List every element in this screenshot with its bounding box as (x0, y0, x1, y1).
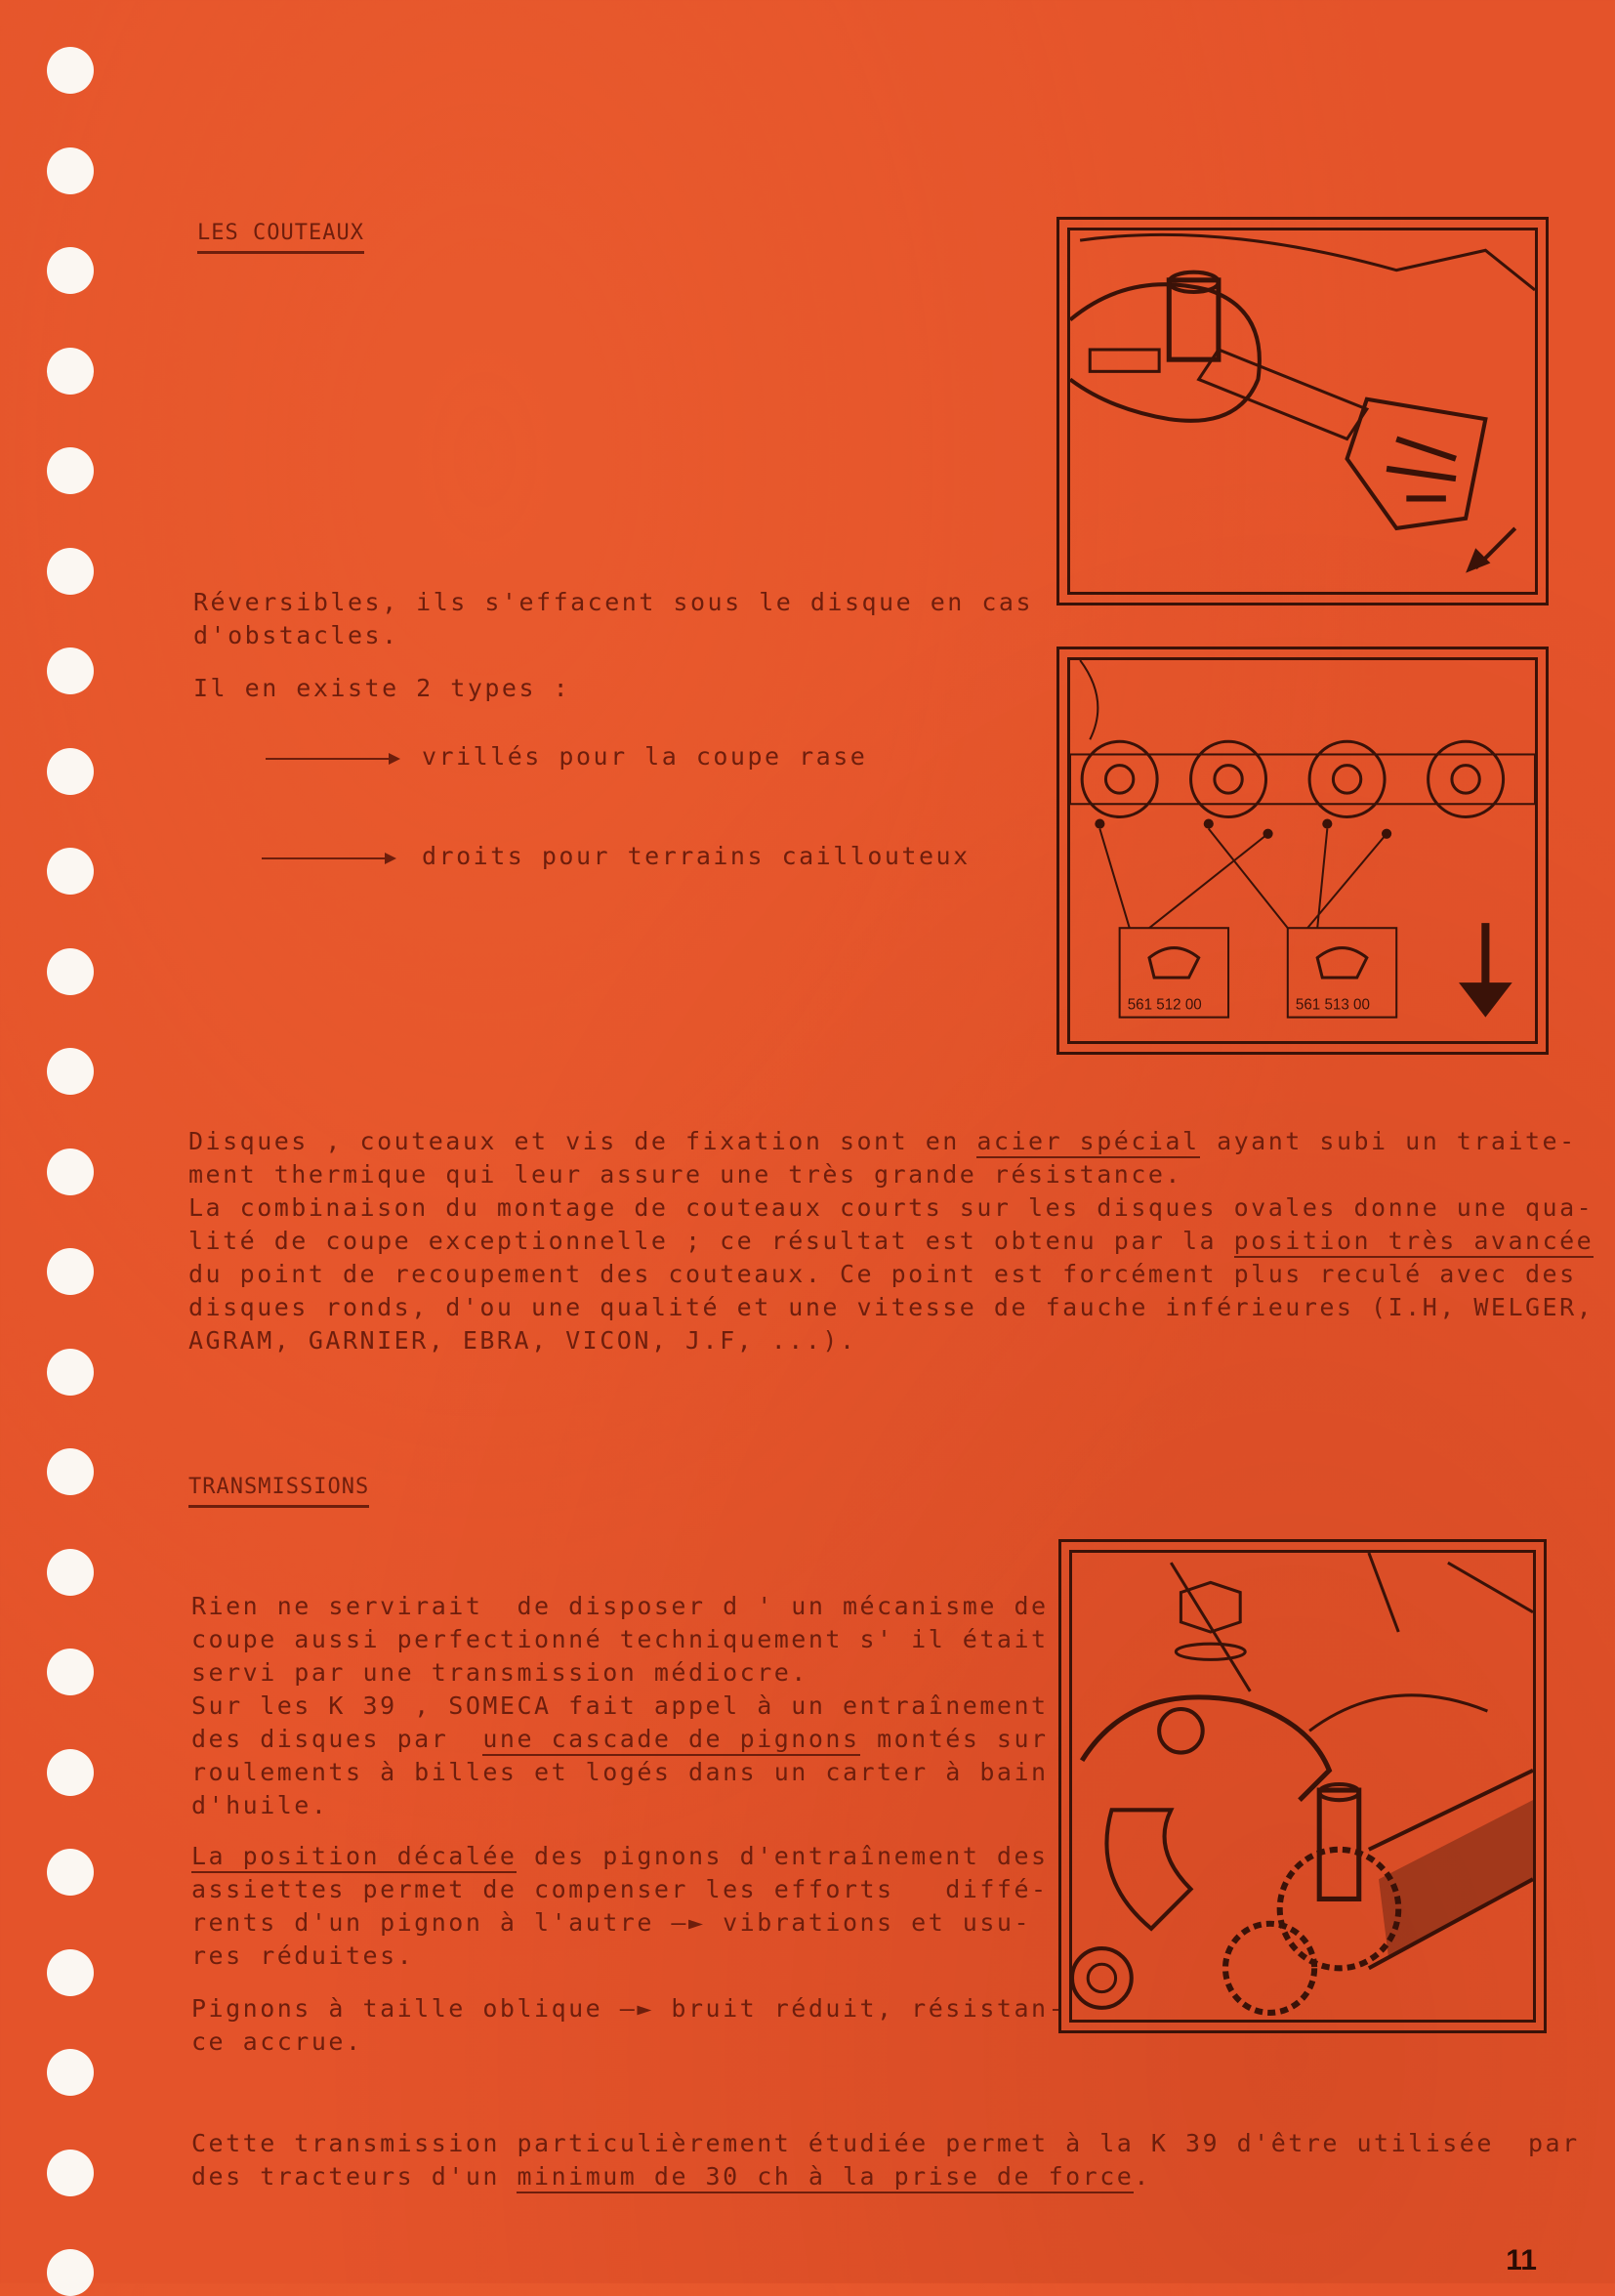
p5-line-2-end: . (1134, 2162, 1151, 2191)
binder-hole (47, 647, 94, 694)
page-number: 11 (1506, 2244, 1537, 2276)
body-line-7: AGRAM, GARNIER, EBRA, VICON, J.F, ...). (188, 1326, 857, 1355)
body-line-4 (188, 1225, 1594, 1258)
binder-hole (47, 748, 94, 795)
underline-acier-special: acier spécial (976, 1127, 1199, 1158)
binder-hole (47, 247, 94, 294)
transmission-p1-line-1: Rien ne servirait de disposer d ' un mécanisme de (191, 1592, 1049, 1620)
transmission-p3-line-2: assiettes permet de compenser les efforts diffé- (191, 1875, 1049, 1903)
body-line-1 (188, 1125, 1577, 1158)
binder-hole (47, 1749, 94, 1796)
binder-hole (47, 1549, 94, 1596)
arrow-icon (266, 758, 398, 760)
underline-minimum-30ch: minimum de 30 ch à la prise de force (517, 2162, 1134, 2193)
section-heading-couteaux: LES COUTEAUX (197, 221, 364, 254)
couteaux-intro-line-1: Réversibles, ils s'effacent sous le disque en cas (193, 588, 1034, 616)
transmission-p1-line-2: coupe aussi perfectionné techniquement s' il était (191, 1625, 1049, 1653)
p3-line-1-end: des pignons d'entraînement des (517, 1842, 1049, 1870)
underline-position-decalee: La position décalée (191, 1842, 517, 1873)
body-line-3: La combinaison du montage de couteaux courts sur les disques ovales donne une qua- (188, 1193, 1594, 1222)
transmission-p4-line-1: Pignons à taille oblique —► bruit réduit, résistan- (191, 1994, 1066, 2023)
binder-hole (47, 1048, 94, 1095)
body-line-5: du point de recoupement des couteaux. Ce point est forcément plus reculé avec des (188, 1260, 1577, 1288)
binder-hole (47, 348, 94, 395)
arrow-icon (262, 857, 394, 859)
transmission-p3-line-4: res réduites. (191, 1941, 415, 1970)
gear-transmission-illustration (1058, 1539, 1547, 2033)
binder-hole (47, 2049, 94, 2096)
transmission-p3-line-1 (191, 1840, 1049, 1873)
binder-holes (47, 47, 96, 2283)
knife-type-2: droits pour terrains caillouteux (422, 842, 971, 870)
body-line-4-text: lité de coupe exceptionnelle ; ce résultat est obtenu par la (188, 1227, 1234, 1255)
p2-line-2-text: des disques par (191, 1725, 483, 1753)
binder-hole (47, 1949, 94, 1996)
binder-hole (47, 47, 94, 94)
transmission-p1-line-3: servi par une transmission médiocre. (191, 1658, 808, 1687)
couteaux-intro-line-2: d'obstacles. (193, 621, 399, 649)
binder-hole (47, 548, 94, 595)
binder-hole (47, 948, 94, 995)
p2-line-2-end: montés sur (859, 1725, 1049, 1753)
binder-hole (47, 1649, 94, 1695)
binder-hole (47, 1448, 94, 1495)
binder-hole (47, 1849, 94, 1896)
binder-hole (47, 1349, 94, 1396)
body-line-1-end: ayant subi un traite- (1199, 1127, 1577, 1155)
binder-hole (47, 848, 94, 895)
binder-hole (47, 2249, 94, 2296)
body-line-1-text: Disques , couteaux et vis de fixation sont en (188, 1127, 977, 1155)
knife-detail-illustration (1056, 217, 1549, 605)
transmission-p3-line-3: rents d'un pignon à l'autre —► vibrations et usu- (191, 1908, 1032, 1937)
binder-hole (47, 147, 94, 194)
transmission-p2-line-1: Sur les K 39 , SOMECA fait appel à un entraînement (191, 1691, 1049, 1720)
binder-hole (47, 447, 94, 494)
underline-cascade-pignons: une cascade de pignons (482, 1725, 859, 1756)
disc-layout-diagram (1056, 647, 1549, 1055)
part-code-2: 561 513 00 (1295, 996, 1370, 1014)
binder-hole (47, 1148, 94, 1195)
body-line-2: ment thermique qui leur assure une très grande résistance. (188, 1160, 1182, 1189)
section-heading-transmissions: TRANSMISSIONS (188, 1475, 369, 1508)
p5-line-2-text: des tracteurs d'un (191, 2162, 518, 2191)
transmission-p2-line-4: d'huile. (191, 1791, 329, 1819)
transmission-p2-line-3: roulements à billes et logés dans un carter à bain (191, 1758, 1049, 1786)
underline-position-avancee: position très avancée (1234, 1227, 1594, 1258)
types-intro: Il en existe 2 types : (193, 674, 571, 702)
transmission-p4-line-2: ce accrue. (191, 2027, 363, 2056)
transmission-p5-line-1: Cette transmission particulièrement étudiée permet à la K 39 d'être utilisée par (191, 2129, 1580, 2157)
transmission-p2-line-2 (191, 1723, 1049, 1756)
knife-type-1: vrillés pour la coupe rase (422, 742, 868, 771)
transmission-p5-line-2 (191, 2160, 1151, 2193)
binder-hole (47, 2150, 94, 2196)
part-code-1: 561 512 00 (1127, 996, 1202, 1014)
binder-hole (47, 1248, 94, 1295)
body-line-6: disques ronds, d'ou une qualité et une vitesse de fauche inférieures (I.H, WELGER, (188, 1293, 1594, 1321)
